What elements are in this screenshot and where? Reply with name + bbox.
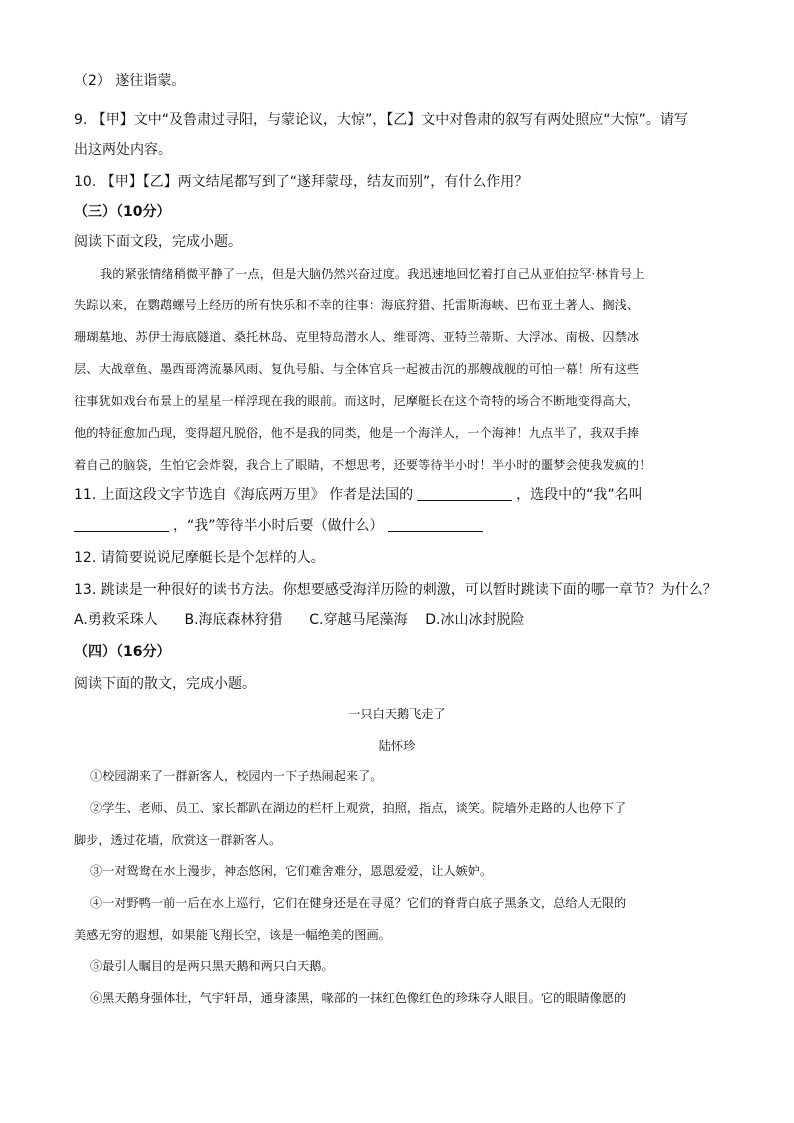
passage-line-7: 着自己的脑袋，生怕它会炸裂，我合上了眼睛，不想思考，还要等待半小时！半小时的噩梦会使我发疯的！ <box>74 458 652 472</box>
section-4-instruction: 阅读下面的散文，完成小题。 <box>74 676 256 692</box>
question-12: 12. 请简要说说尼摩艇长是个怎样的人。 <box>74 550 325 566</box>
passage-line-2: 失踪以来，在鹦鹉螺号上经历的所有快乐和不幸的往事：海底狩猎、托雷斯海峡、巴布亚土著人、搁浅、 <box>74 298 640 312</box>
question-11-text-b: ，选段中的“我”名叫 <box>516 487 643 503</box>
question-11-line-1 <box>74 485 724 505</box>
item-2-line: （2） 遂往诣蒙。 <box>74 73 186 89</box>
passage-line-1: 我的紧张情绪稍微平静了一点，但是大脑仍然兴奋过度。我迅速地回忆着打自己从亚伯拉罕·林肯号上 <box>100 267 645 281</box>
essay-author: 陆怀珍 <box>378 739 416 753</box>
passage-line-5: 往事犹如戏台布景上的星星一样浮现在我的眼前。而这时，尼摩艇长在这个奇特的场合不断地变得高大， <box>74 394 640 408</box>
section-3-instruction: 阅读下面文段，完成小题。 <box>74 234 242 250</box>
essay-line-4: ③一对鸳鸯在水上漫步，神态悠闲，它们难舍难分，恩恩爱爱，让人嫉妒。 <box>90 864 493 878</box>
essay-line-6: 美感无穷的遐想，如果能飞翔长空，该是一幅绝美的图画。 <box>74 928 391 942</box>
answer-blank-action[interactable] <box>388 517 483 532</box>
passage-line-3: 珊瑚墓地、苏伊士海底隧道、桑托林岛、克里特岛潜水人、维哥湾、亚特兰蒂斯、大浮冰、南极、囚禁冰 <box>74 330 640 344</box>
answer-blank-author[interactable] <box>417 486 512 501</box>
essay-line-5: ④一对野鸭一前一后在水上巡行，它们在健身还是在寻觅？它们的脊背白底子黑条文，总给人无限的 <box>90 896 627 910</box>
passage-line-6: 他的特征愈加凸现，变得超凡脱俗，他不是我的同类，他是一个海洋人，一个海神！九点半了，我双手捧 <box>74 426 640 440</box>
question-11-text-c: ，“我”等待半小时后要（做什么） <box>173 518 384 534</box>
essay-line-8: ⑥黑天鹅身强体壮，气宇轩昂，通身漆黑，喙部的一抹红色像红色的珍珠夺人眼目。它的眼睛像愿的 <box>90 991 627 1005</box>
section-4-heading: （四）（16分） <box>74 644 171 660</box>
essay-line-7: ⑤最引人瞩目的是两只黑天鹅和两只白天鹅。 <box>90 959 334 973</box>
essay-title: 一只白天鹅飞走了 <box>348 707 446 721</box>
passage-line-4: 层、大战章鱼、墨西哥湾流暴风雨、复仇号船、与全体官兵一起被击沉的那艘战舰的可怕一幕！所有这些 <box>74 362 640 376</box>
question-9-line-1: 9. 【甲】文中“及鲁肃过寻阳，与蒙论议，大惊”，【乙】文中对鲁肃的叙写有两处照应“大惊”。请写 <box>74 112 688 128</box>
question-13-options: A.勇救采珠人 B.海底森林狩猎 C.穿越马尾藻海 D.冰山冰封脱险 <box>74 612 525 628</box>
question-13: 13. 跳读是一种很好的读书方法。你想要感受海洋历险的刺激，可以暂时跳读下面的哪一章节？为什么？ <box>74 582 717 598</box>
question-11-text-a: 11. 上面这段文字节选自《海底两万里》 作者是法国的 <box>74 487 414 503</box>
answer-blank-name[interactable] <box>74 517 169 532</box>
question-11-line-2 <box>74 516 724 536</box>
question-10: 10. 【甲】【乙】两文结尾都写到了“遂拜蒙母，结友而别”，有什么作用？ <box>74 174 529 190</box>
essay-line-3: 脚步，透过花墙，欣赏这一群新客人。 <box>74 833 282 847</box>
essay-line-1: ①校园湖来了一群新客人，校园内一下子热闹起来了。 <box>90 769 383 783</box>
section-3-heading: （三）（10分） <box>74 204 171 220</box>
essay-line-2: ②学生、老师、员工、家长都趴在湖边的栏杆上观赏，拍照，指点，谈笑。院墙外走路的人也停下了 <box>90 801 627 815</box>
question-9-line-2: 出这两处内容。 <box>74 142 172 158</box>
